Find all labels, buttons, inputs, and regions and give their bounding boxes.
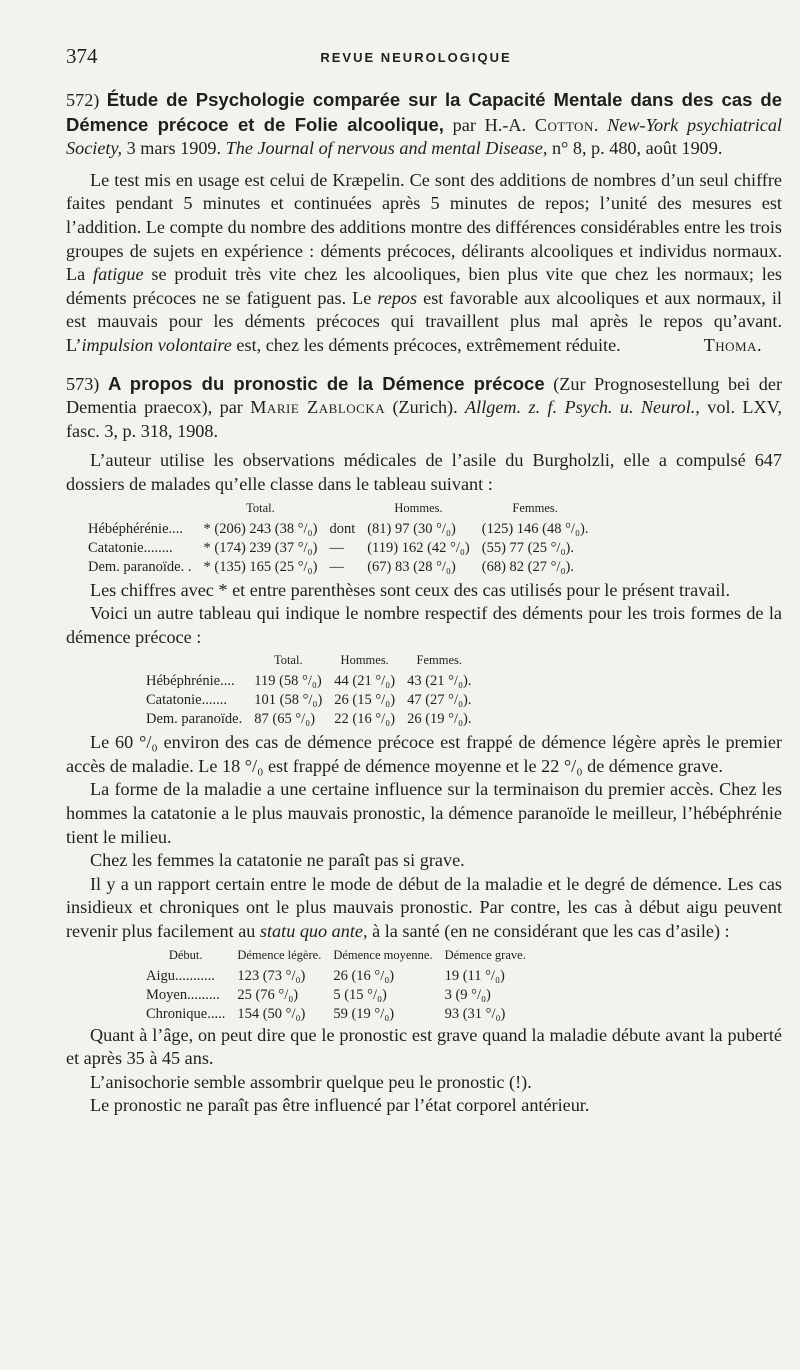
signature: Thoma. <box>703 334 762 355</box>
table-row: Hébéphérénie.... * (206) 243 (38 °/₀) dont (81) 97 (30 °/₀) (125) 146 (48 °/₀). <box>88 520 589 537</box>
table-forms-by-sex <box>82 499 594 577</box>
paragraph: Les chiffres avec * et entre parenthèses sont ceux des cas utilisés pour le présent travail. <box>90 579 731 600</box>
journal-ref: n° 8, p. 480, août 1909. <box>547 138 723 159</box>
table-header-row: Total. Hommes. Femmes. <box>246 500 558 515</box>
author-name: Marie Zablocka <box>250 397 386 418</box>
entry-number: 572) <box>66 90 100 110</box>
table-onset-vs-dementia <box>140 946 532 1024</box>
page-number: 374 <box>66 44 98 68</box>
paragraph: Le pronostic ne paraît pas être influencé par l’état corporel antérieur. <box>90 1095 590 1116</box>
page-header <box>66 44 766 74</box>
entry-title: A propos du pronostic de la Démence précoce <box>107 372 545 394</box>
table-dements-by-form <box>140 651 478 729</box>
table-header-row: Début. Démence légère. Démence moyenne. Démence grave. <box>168 947 526 962</box>
running-title: REVUE NEUROLOGIQUE <box>320 50 512 65</box>
entry-572-heading: 572) Étude de Psychologie comparée sur la Capacité Mentale dans des cas de Démence précoce et de Folie alcoolique, par H.-A. Cotton. New-York psychiatrical Society, 3 mars 1909. The Journal of nervous and mental Disease, n° 8, p. 480, août 1909. <box>66 89 783 159</box>
paragraph: Chez les femmes la catatonie ne paraît pas si grave. <box>90 850 465 871</box>
table-row: Catatonie........ * (174) 239 (37 °/₀) — (119) 162 (42 °/₀) (55) 77 (25 °/₀). <box>88 539 574 556</box>
entry-572-body: Le test mis en usage est celui de Kræpelin. Ce sont des additions de nombres d’un seul chiffre faites pendant 5 minutes et continuées après 5 minutes de repos; l’unité des mesures est l’addition. Le compte du nombre des additions montre des différences considérables entre les trois groupes de sujets en expérience : déments précoces, délirants alcooliques et individus normaux. La fatigue se produit très vite chez les alcooliques, bien plus vite que chez les normaux; les déments précoces ne se fatiguent pas. Le repos est favorable aux alcooliques et aux normaux, il est mauvais pour les déments précoces qui travaillent plus mal après le repos qu’avant. L’impulsion volontaire est, chez les déments précoces, extrêmement réduite. <box>66 169 783 355</box>
entry-number: 573) <box>66 373 100 394</box>
journal-name: Allgem. z. f. Psych. u. Neurol., <box>465 397 700 418</box>
entry-573-heading: 573) A propos du pronostic de la Démence précoce (Zur Prognosestellung bei der Dementia praecox), par Marie Zablocka (Zurich). Allgem. z. f. Psych. u. Neurol., vol. LXV, fasc. 3, p. 318, 1908. <box>66 372 783 441</box>
paragraph: L’auteur utilise les observations médicales de l’asile du Burgholzli, elle a compulsé 647 dossiers de malades qu’elle classe dans le tableau suivant : <box>66 450 782 494</box>
entry-title: Étude de Psychologie comparée sur la Capacité Mentale dans des cas de Démence précoce et de Folie alcoolique, <box>66 89 783 135</box>
table-header-row: Total. Hommes. Femmes. <box>273 653 463 668</box>
table-row: Dem. paranoïde. . * (135) 165 (25 °/₀) — (67) 83 (28 °/₀) (68) 82 (27 °/₀). <box>88 558 574 575</box>
source: New-York psychiatrical Society, <box>66 114 782 159</box>
author-name: Cotton <box>534 114 594 135</box>
table-row: Chronique..... 154 (50 °/₀) 59 (19 °/₀) 93 (31 °/₀) <box>146 1005 506 1022</box>
table-row: Moyen......... 25 (76 °/₀) 5 (15 °/₀) 3 (9 °/₀) <box>146 986 491 1003</box>
paragraph: Il y a un rapport certain entre le mode de début de la maladie et le degré de démence. Les cas insidieux et chroniques ont le plus mauvais pronostic. Par contre, les cas à début aigu peuvent revenir plus facilement au statu quo ante, à la santé (en ne considérant que les cas d’asile) : <box>66 873 782 942</box>
journal-ref: vol. LXV, fasc. 3, p. 318, 1908. <box>66 397 783 441</box>
table-row: Dem. paranoïde. 87 (65 °/₀) 22 (16 °/₀) 26 (19 °/₀). <box>146 711 472 728</box>
journal-name: The Journal of nervous and mental Disease, <box>225 138 548 159</box>
paragraph: Voici un autre tableau qui indique le nombre respectif des déments pour les trois formes de la démence précoce : <box>66 603 782 647</box>
paragraph: La forme de la maladie a une certaine influence sur la terminaison du premier accès. Chez les hommes la catatonie a le plus mauvais pronostic, la démence paranoïde le meilleur, l’hébéphrénie tient le milieu. <box>66 779 782 847</box>
paragraph: Le 60 °/₀ environ des cas de démence précoce est frappé de démence légère après le premier accès de maladie. Le 18 °/₀ est frappé de démence moyenne et le 22 °/₀ de démence grave. <box>66 732 782 776</box>
paragraph: L’anisochorie semble assombrir quelque peu le pronostic (!). <box>90 1071 532 1092</box>
page-content <box>66 88 782 1118</box>
table-row: Hébéphrénie.... 119 (58 °/₀) 44 (21 °/₀) 43 (21 °/₀). <box>146 673 472 690</box>
paragraph: Quant à l’âge, on peut dire que le pronostic est grave quand la maladie débute avant la puberté et après 35 à 45 ans. <box>66 1024 782 1069</box>
table-row: Aigu........... 123 (73 °/₀) 26 (16 °/₀) 19 (11 °/₀) <box>146 967 505 984</box>
table-row: Catatonie....... 101 (58 °/₀) 26 (15 °/₀) 47 (27 °/₀). <box>146 692 472 709</box>
